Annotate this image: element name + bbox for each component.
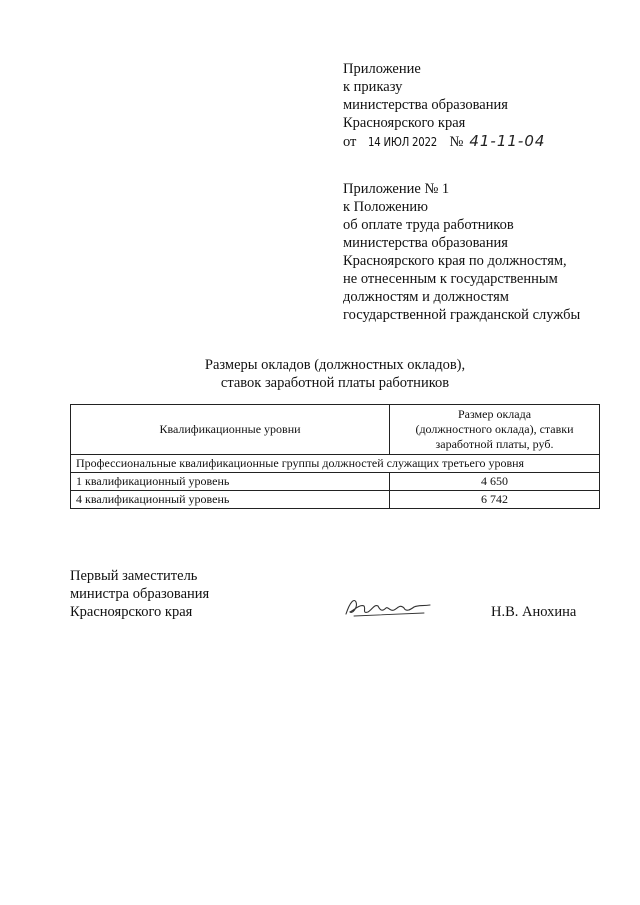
header-salary-line: (должностного оклада), ставки <box>415 422 574 436</box>
signatory-title <box>70 567 209 621</box>
salary-amount: 6 742 <box>390 491 600 509</box>
table-row <box>71 473 600 491</box>
annex-header-line: к приказу <box>343 79 403 95</box>
level-name: 4 квалификационный уровень <box>71 491 390 509</box>
table-group-row <box>71 455 600 473</box>
order-reference-line <box>343 132 545 151</box>
order-prefix: от <box>343 134 357 150</box>
annex-header-line: министерства образования <box>343 97 508 113</box>
table-title <box>70 356 600 392</box>
annex-1-line: об оплате труда работников <box>343 217 514 233</box>
annex-1-line: Красноярского края по должностям, <box>343 253 567 269</box>
signatory-title-line: Красноярского края <box>70 604 193 620</box>
header-salary-line: заработной платы, руб. <box>435 437 554 451</box>
header-salary-size <box>390 405 600 455</box>
order-date-stamp: 14 ИЮЛ 2022 <box>368 135 438 149</box>
order-number-handwritten: 41-11-04 <box>469 132 546 150</box>
signer-name: Н.В. Анохина <box>491 604 577 620</box>
header-salary-line: Размер оклада <box>457 407 532 421</box>
salary-table <box>70 404 600 509</box>
table-title-line: Размеры окладов (должностных окладов), <box>204 357 466 373</box>
table-row <box>71 491 600 509</box>
annex-header-line: Приложение <box>343 61 421 77</box>
annex-1-line: министерства образования <box>343 235 508 251</box>
annex-1-header <box>343 180 580 324</box>
signatory-title-line: министра образования <box>70 586 210 602</box>
annex-1-line: должностям и должностям <box>343 289 509 305</box>
header-qualification-levels: Квалификационные уровни <box>71 405 390 455</box>
annex-1-line: государственной гражданской службы <box>343 307 581 323</box>
annex-header-line: Красноярского края <box>343 115 466 131</box>
table-title-line: ставок заработной платы работников <box>220 375 450 391</box>
annex-1-line: не отнесенным к государственным <box>343 271 558 287</box>
annex-1-line: к Положению <box>343 199 428 215</box>
handwritten-signature-icon <box>344 592 434 622</box>
annex-1-line: Приложение № 1 <box>343 181 450 197</box>
order-number-sign: № <box>449 134 464 150</box>
annex-header <box>343 60 545 151</box>
level-name: 1 квалификационный уровень <box>71 473 390 491</box>
table-header-row <box>71 405 600 455</box>
signatory-title-line: Первый заместитель <box>70 568 198 584</box>
group-title: Профессиональные квалификационные группы должностей служащих третьего уровня <box>71 455 600 473</box>
salary-amount: 4 650 <box>390 473 600 491</box>
